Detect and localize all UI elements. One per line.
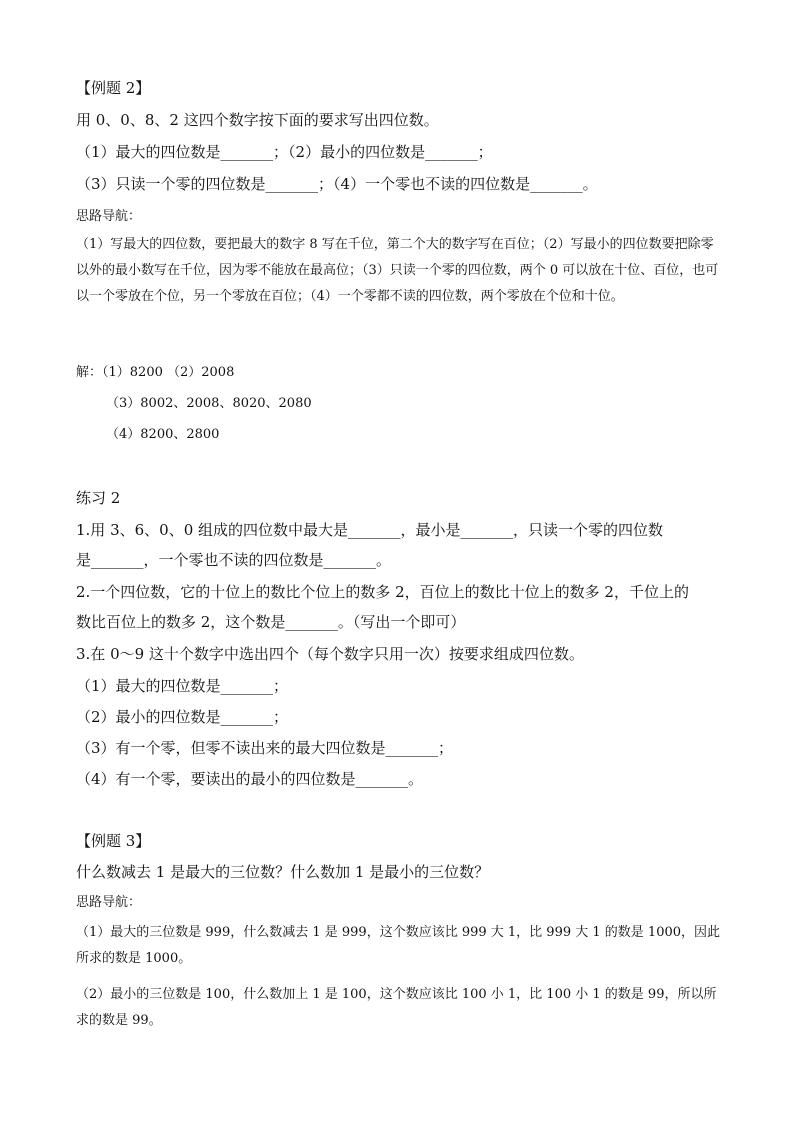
practice2-item2-line1: 2.一个四位数，它的十位上的数比个位上的数多 2，百位上的数比十位上的数多 2，千位上的 <box>76 583 689 601</box>
example3-heading: 【例题 3】 <box>76 832 151 850</box>
example3-guide-part2: （2）最小的三位数是 100，什么数加上 1 是 100，这个数应该比 100 小 1，比 100 小 1 的数是 99，所以所求的数是 99。 <box>76 987 717 1028</box>
example3-guide-part1: （1）最大的三位数是 999，什么数减去 1 是 999，这个数应该比 999 大 1，比 999 大 1 的数是 1000，因此所求的数是 1000。 <box>76 925 721 966</box>
practice2-item3-sub4: （4）有一个零，要读出的最小的四位数是_______。 <box>76 770 424 788</box>
example2-guide-text: （1）写最大的四位数，要把最大的数字 8 写在千位，第二个大的数字写在百位；（2）写最小的四位数要把除零以外的最小数写在千位，因为零不能放在最高位；（3）只读一个零的四位数，两个 0 可以放在十位、百位，也可以一个零放在个位，另一个零放在百位；（4）一个零都不读的四位数，两个零放在个位和十位。 <box>76 237 719 304</box>
practice2-item3-intro: 3.在 0～9 这十个数字中选出四个（每个数字只用一次）按要求组成四位数。 <box>76 645 584 663</box>
practice2-item3-sub1: （1）最大的四位数是_______； <box>76 677 289 695</box>
example2-solution-line3: （4）8200、2800 <box>106 427 220 442</box>
practice2-item1-line2: 是_______，一个零也不读的四位数是_______。 <box>76 551 392 569</box>
practice2-item3-sub2: （2）最小的四位数是_______； <box>76 708 289 726</box>
example2-solution-line2: （3）8002、2008、8020、2080 <box>106 396 312 411</box>
example2-question-line2: （3）只读一个零的四位数是_______；（4）一个零也不读的四位数是_______。 <box>76 175 598 193</box>
practice2-item1-line1: 1.用 3、6、0、0 组成的四位数中最大是_______，最小是_______，只读一个零的四位数 <box>76 521 664 539</box>
practice2-item2-line2: 数比百位上的数多 2，这个数是_______。（写出一个即可） <box>76 613 466 631</box>
example2-heading: 【例题 2】 <box>76 79 151 97</box>
example2-guide-label: 思路导航： <box>76 209 142 224</box>
example3-guide-label: 思路导航： <box>76 895 142 910</box>
example3-question: 什么数减去 1 是最大的三位数？什么数加 1 是最小的三位数？ <box>76 863 490 881</box>
example2-question: 用 0、0、8、2 这四个数字按下面的要求写出四位数。 <box>76 111 439 129</box>
example2-question-line1: （1）最大的四位数是_______；（2）最小的四位数是_______； <box>76 143 493 161</box>
practice2-item3-sub3: （3）有一个零，但零不读出来的最大四位数是_______； <box>76 739 454 757</box>
example2-solution-line1: 解：（1）8200 （2）2008 <box>76 365 235 380</box>
practice2-heading: 练习 2 <box>76 489 121 507</box>
